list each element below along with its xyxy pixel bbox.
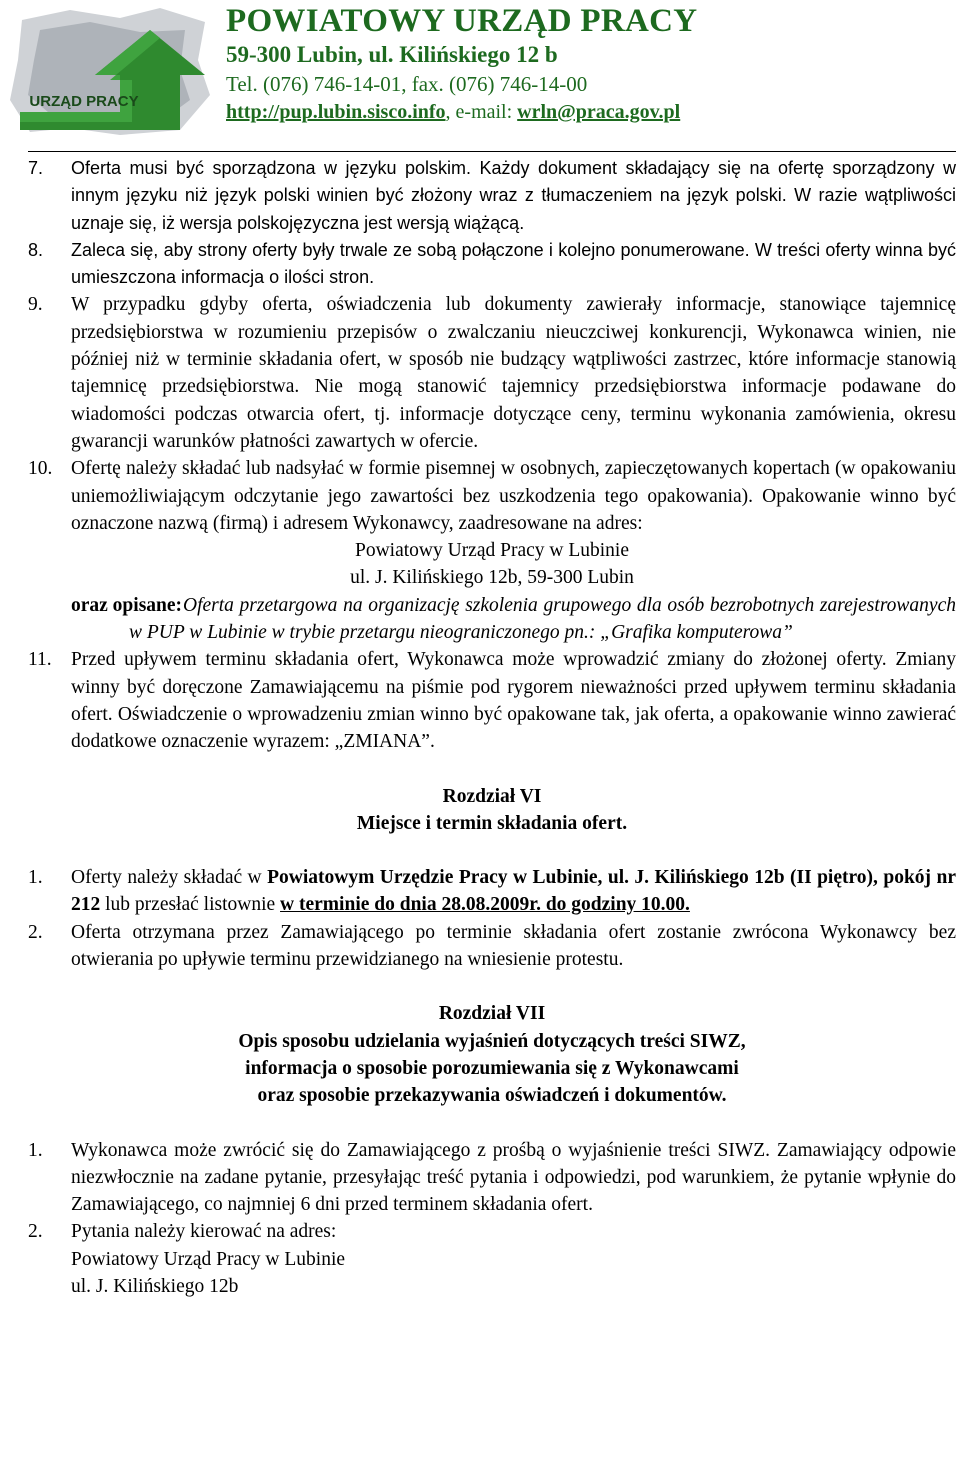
logo-label: URZĄD PRACY — [29, 93, 139, 110]
text-part: Oferty należy składać w — [71, 867, 268, 889]
item-text: W przypadku gdyby oferta, oświadczenia lub dokumenty zawierały informacje, stanowiące tajemnicę przedsiębiorstwa w rozumieniu przepisów o zwalczaniu nieuczciwej konkurencji, Wykonawca winien, nie później niż w terminie składania ofert, w sposób nie budzący wątpliwości zastrzec, które informacje stanowią tajemnicę przedsiębiorstwa. Nie mogą stanowić tajemnicy przedsiębiorstwa informacje podawane do wiadomości podczas otwarcia ofert, tj. informacje dotyczące ceny, terminu wykonania zamówienia, okresu gwarancji warunków płatności zawartych w ofercie. — [71, 294, 956, 452]
urzad-pracy-logo — [0, 0, 220, 140]
chapter-7-heading: Rozdział VII — [438, 1003, 546, 1025]
chapter-7-item-1 — [28, 1137, 956, 1219]
list-item-7 — [28, 155, 956, 237]
item-text: Zaleca się, aby strony oferty były trwale ze sobą połączone i kolejno ponumerowane. W treści oferty winna być umieszczona informacja o ilości stron. — [71, 239, 956, 288]
chapter-6-heading: Rozdział VI — [442, 785, 542, 807]
office-location: Powiatowym Urzędzie Pracy w Lubinie, ul. J. Kilińskiego 12b (II piętro), pokój nr 212 — [71, 867, 956, 916]
text-part: lub przesłać listownie — [100, 894, 281, 916]
chapter-6-item-2 — [28, 919, 956, 974]
delivery-address — [28, 537, 956, 592]
envelope-label-text: Oferta przetargowa na organizację szkolenia grupowego dla osób bezrobotnych zarejestrowanych w PUP w Lubinie w trybie przetargu nieograniczonego pn.: „Grafika komputerowa” — [129, 594, 956, 644]
chapter-7-title-line: Opis sposobu udzielania wyjaśnień dotyczących treści SIWZ, — [238, 1030, 746, 1052]
address-line: ul. J. Kilińskiego 12b — [71, 1275, 239, 1297]
item-number: 2. — [28, 1221, 43, 1243]
item-text — [71, 1218, 956, 1300]
item-text: Ofertę należy składać lub nadsyłać w formie pisemnej w osobnych, zapieczętowanych kopertach (w opakowaniu uniemożliwiającym odczytanie jego zawartości bez uszkodzenia tego opakowania). Opakowanie winno być oznaczone nazwą (firmą) i adresem Wykonawcy, zaadresowane na adres: — [71, 458, 956, 534]
item-text: Oferta musi być sporządzona w języku polskim. Każdy dokument składający się na ofertę sporządzony w innym języku niż język polski winien być złożony wraz z tłumaczeniem na język polski. W razie wątpliwości uznaje się, iż wersja polskojęzyczna jest wersją wiążącą. — [71, 158, 956, 233]
chapter-7-item-2 — [28, 1218, 956, 1300]
address-line: Powiatowy Urząd Pracy w Lubinie — [354, 540, 630, 562]
list-item-9 — [28, 291, 956, 455]
envelope-label — [71, 592, 956, 647]
item-number: 11. — [28, 649, 52, 671]
letterhead — [0, 0, 960, 140]
text-part: Pytania należy kierować na adres: — [71, 1221, 337, 1243]
document-body — [28, 155, 956, 1300]
email-label: , e-mail: — [445, 101, 518, 123]
address-line: ul. J. Kilińskiego 12b, 59-300 Lubin — [350, 567, 634, 589]
item-number: 8. — [28, 239, 44, 260]
letterhead-text — [226, 2, 956, 126]
item-text: Wykonawca może zwrócić się do Zamawiającego z prośbą o wyjaśnienie treści SIWZ. Zamawiający odpowie niezwłocznie na zadane pytanie, przesyłając treść pytania i odpowiedzi, pod warunkiem, że pytanie wpłynie do Zamawiającego, co najmniej 6 dni przed terminem składania ofert. — [71, 1139, 956, 1216]
item-text: Przed upływem terminu składania ofert, Wykonawca może wprowadzić zmiany do złożonej oferty. Zmiany winny być doręczone Zamawiającemu na piśmie pod rygorem nieważności przed upływem terminu składania ofert. Oświadczenie o wprowadzeniu zmian winno być opakowane tak, jak oferta, a opakowanie winno zawierać dodatkowe oznaczenie wyrazem: „ZMIANA”. — [71, 649, 956, 753]
item-text — [71, 864, 956, 919]
item-number: 1. — [28, 1139, 43, 1161]
item-text: Oferta otrzymana przez Zamawiającego po terminie składania ofert zostanie zwrócona Wykonawcy bez otwierania po upływie terminu przewidzianego na wniesienie protestu. — [71, 921, 956, 971]
list-item-11 — [28, 646, 956, 755]
list-item-10 — [28, 455, 956, 537]
website-link[interactable]: http://pup.lubin.sisco.info — [226, 101, 446, 123]
office-contact — [226, 98, 956, 126]
item-number: 2. — [28, 921, 43, 943]
chapter-6-item-1 — [28, 864, 956, 919]
item-number: 9. — [28, 294, 43, 316]
office-phone: Tel. (076) 746-14-01, fax. (076) 746-14-00 — [226, 72, 588, 96]
list-item-8 — [28, 237, 956, 292]
chapter-6-title: Miejsce i termin składania ofert. — [356, 812, 628, 834]
office-name: POWIATOWY URZĄD PRACY — [226, 3, 698, 39]
email-link[interactable]: wrln@praca.gov.pl — [517, 101, 681, 123]
envelope-label-title: oraz opisane: — [71, 594, 183, 616]
office-address: 59-300 Lubin, ul. Kilińskiego 12 b — [226, 42, 558, 67]
deadline: w terminie do dnia 28.08.2009r. do godziny 10.00. — [280, 894, 690, 916]
address-line: Powiatowy Urząd Pracy w Lubinie — [71, 1248, 346, 1270]
item-number: 1. — [28, 867, 43, 889]
item-number: 7. — [28, 158, 44, 178]
chapter-7-title-line: oraz sposobie przekazywania oświadczeń i dokumentów. — [257, 1085, 727, 1107]
chapter-7-title-line: informacja o sposobie porozumiewania się z Wykonawcami — [245, 1057, 739, 1079]
header-divider — [28, 151, 956, 152]
item-number: 10. — [28, 458, 53, 480]
